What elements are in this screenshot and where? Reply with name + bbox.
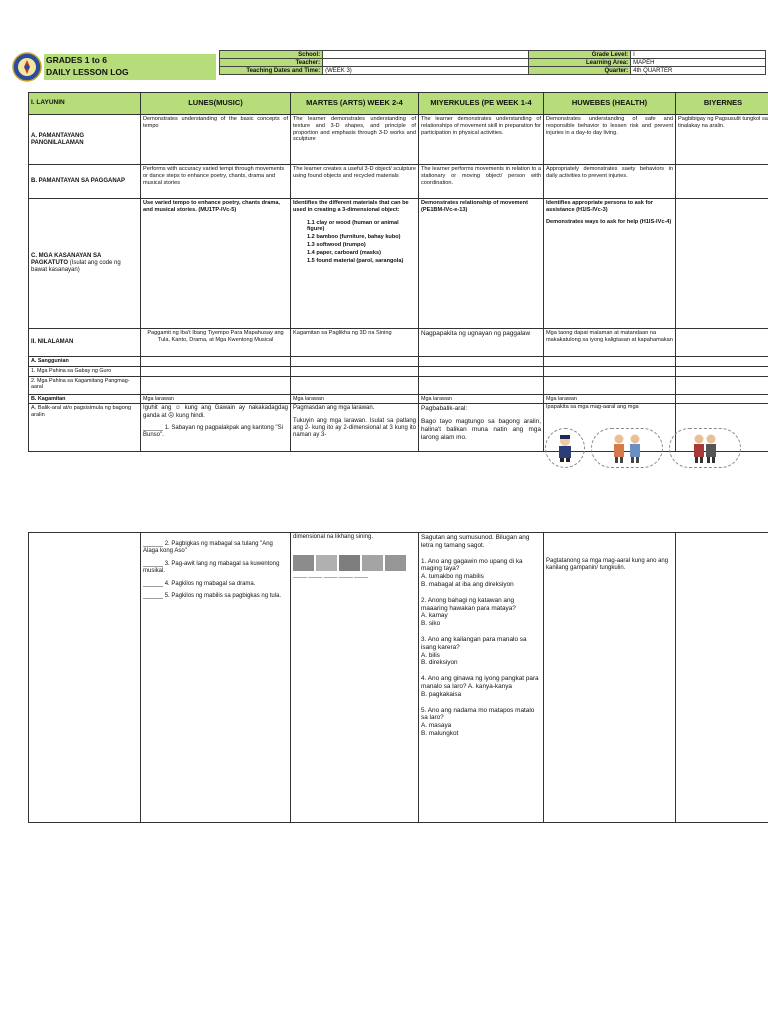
cell-empty <box>676 394 768 404</box>
music-item-2: ______ 2. Pagbigkas ng mabagal sa tulang "Ang Alaga kong Aso" <box>143 541 273 555</box>
learning-area-field[interactable]: MAPEH <box>631 59 766 67</box>
cell-text: Pagbibigay ng Pagsusulit tungkol sa tinalakay na aralin. <box>676 115 768 165</box>
col-layunin: I. LAYUNIN <box>29 93 141 115</box>
cell-text: Mga larawan <box>141 394 291 404</box>
artwork-image <box>362 555 383 571</box>
cell-arts-images <box>291 533 419 823</box>
list-item: 1.5 found material (parol, sarangola) <box>307 257 404 264</box>
cell-empty <box>676 199 768 329</box>
cell-empty <box>419 357 544 367</box>
row-label-pagganap: B. PAMANTAYAN SA PAGGANAP <box>29 165 141 199</box>
row-label-sanggunian: A. Sanggunian <box>29 357 141 367</box>
cell-health-question <box>544 533 676 823</box>
cell-text: Mga taong dapat malaman at matandaan na makakatulong sa iyong kaligtasan at kapahamakan <box>544 329 676 357</box>
col-biyernes: BIYERNES <box>676 93 768 115</box>
artwork-image <box>385 555 406 571</box>
kasanayan-note: (Isulat ang code ng bawat kasanayan) <box>31 260 121 273</box>
music-instruction: Iguhit ang ☺ kung ang Gawain ay nakakadagdag ganda at ☹ kung hindi. <box>143 405 288 419</box>
cell-empty <box>141 376 291 394</box>
music-item-1: ______ 1. Sabayan ng pagpalakpak ang kantong "Si Bunso". <box>143 424 283 438</box>
teachers-image <box>669 428 741 468</box>
cell-music-review <box>141 404 291 452</box>
arts-instruction-a: Pagmasdan ang mga larawan. <box>293 405 375 412</box>
col-miyerkules: MIYERKULES (PE WEEK 1-4 <box>419 93 544 115</box>
quiz-question: 4. Ano ang ginawa ng iyong pangkat para manalo sa laro? A. kanya-kanya <box>421 675 539 690</box>
cell-empty <box>676 357 768 367</box>
arts-image-row <box>293 555 416 571</box>
artwork-image <box>293 555 314 571</box>
cell-empty <box>676 376 768 394</box>
table-row <box>29 394 768 404</box>
quiz-choice: A. kamay <box>421 612 448 620</box>
arts-answer-blanks: _____ _____ _____ _____ _____ <box>293 572 369 579</box>
cell-text: Mga larawan <box>291 394 419 404</box>
table-row <box>29 199 768 329</box>
cell-text: Demonstrates understanding of the basic concepts of tempo <box>141 115 291 165</box>
cell-text: Nagpapakita ng ugnayan ng paggalaw <box>419 329 544 357</box>
list-item: 1.1 clay or wood (human or animal figure) <box>307 219 399 233</box>
cell-empty <box>676 329 768 357</box>
cell-empty <box>291 357 419 367</box>
teaching-dates-label: Teaching Dates and Time: <box>220 67 323 75</box>
cell-arts-review <box>291 404 419 452</box>
music-item-5: ______ 5. Pagkilos ng mabilis sa pagbigkas ng tula. <box>143 593 282 600</box>
cell-text: Paggamit ng Iba't Ibang Tiyempo Para Mapahusay ang Tula, Kanto, Drama, at Mga Kwentong Musical <box>141 329 291 357</box>
cell-empty <box>544 376 676 394</box>
health-skill-a: Identifies appropriate persons to ask for assistance (H1IS-IVc-3) <box>546 200 653 213</box>
arts-continued-text: dimensional na likhang sining. <box>293 534 374 540</box>
cell-empty <box>544 357 676 367</box>
col-martes: MARTES (ARTS) WEEK 2-4 <box>291 93 419 115</box>
school-field[interactable] <box>323 51 529 59</box>
cell-text: Appropriately demonstrates saety behaviors in daily activities to prevent injuries. <box>544 165 676 199</box>
quiz-choice: B. mabagal at iba ang direksiyon <box>421 580 514 588</box>
row-label-kagamitang: 2. Mga Pahina sa Kagamitang Pangmag-aaral <box>29 376 141 394</box>
row-label-balik-aral: A. Balik-aral at/o pagsisimula ng bagong aralin <box>29 404 141 452</box>
quiz-choice: B. siko <box>421 620 441 628</box>
materials-list <box>293 220 416 265</box>
quarter-label: Quarter: <box>529 67 631 75</box>
pe-review-title: Pagbabalik-aral: <box>421 405 468 413</box>
cell-empty <box>544 366 676 376</box>
list-item: 1.4 paper, carboard (masks) <box>307 249 381 256</box>
pe-review-text: Bago tayo magtungo sa bagong aralin, halina't balikan muna natin ang mga larong alam mo. <box>421 418 541 441</box>
table-row <box>29 533 768 823</box>
quiz-choice: A. tumakbo ng mabilis <box>421 573 484 581</box>
artwork-image <box>316 555 337 571</box>
cell-text: The learner performs movements in relation to a stationary or moving object/ person with coordination. <box>419 165 544 199</box>
music-item-4: ______ 4. Pagkilos ng mabagal sa drama. <box>143 580 256 587</box>
quiz-choice: A. bilis <box>421 651 440 659</box>
grades-title <box>44 54 216 80</box>
cell-empty <box>291 376 419 394</box>
artwork-image <box>339 555 360 571</box>
learning-area-label: Learning Area: <box>529 59 631 67</box>
health-question-text: Pagtatanong sa mga mag-aaral kung ano ang kanilang gampanin/ tungkulin. <box>546 558 669 572</box>
cell-text: Kagamitan sa Paglikha ng 3D na Sining <box>291 329 419 357</box>
health-review-text: Ipapakita sa mga mag-aaral ang mga <box>546 404 639 411</box>
cell-text: The learner demonstrates understanding of relationships of movement skill in preparation for participation in physical activities. <box>419 115 544 165</box>
cell-text: Demonstrates relationship of movement (PE1BM-IVc-e-13) <box>419 199 544 329</box>
quiz-question: 5. Ano ang nadama mo matapos matalo sa laro? <box>421 706 535 722</box>
col-lunes: LUNES(MUSIC) <box>141 93 291 115</box>
cell-pe-quiz <box>419 533 544 823</box>
quarter-field[interactable]: 4th QUARTER <box>631 67 766 75</box>
cell-text: The learner creates a useful 3-D object/ sculpture using found objects and recycled materials <box>291 165 419 199</box>
quiz-choice: B. pagkakaisa <box>421 690 462 698</box>
teacher-label: Teacher: <box>220 59 323 67</box>
quiz-question: 3. Ano ang kailangan para manalo sa isang karera? <box>421 635 527 651</box>
table-row <box>29 366 768 376</box>
list-item: 1.3 softwood (trumpo) <box>307 241 366 248</box>
pe-quiz-intro: Sagutan ang sumusunod. Bilugan ang letra ng tamang sagot. <box>421 534 530 549</box>
cell-empty <box>676 533 768 823</box>
grade-level-label: Grade Level: <box>529 51 631 59</box>
parents-image <box>591 428 663 468</box>
table-row <box>29 165 768 199</box>
cell-empty <box>141 357 291 367</box>
music-item-3: ______ 3. Pag-awit lang ng mabagal sa kuwentong musikal. <box>143 560 280 575</box>
header-info-table <box>219 50 766 75</box>
teaching-dates-field[interactable]: (WEEK 3) <box>323 67 529 75</box>
table-row <box>29 357 768 367</box>
cell-materials <box>291 199 419 329</box>
deped-seal-icon <box>12 52 42 82</box>
arts-instruction-b: Tukuyin ang mga larawan. Isulat sa patlang ang 2- kung ito ay 2-dimensional at 3 kung ito naman ay 3- <box>293 417 416 438</box>
lesson-plan-table-continued <box>28 532 768 823</box>
quiz-question: 1. Ano ang gagawin mo upang di ka maging taya? <box>421 557 523 573</box>
kasanayan-label: C. MGA KASANAYAN SA PAGKATUTO <box>31 253 102 267</box>
cell-health-skills <box>544 199 676 329</box>
cell-empty <box>419 366 544 376</box>
cell-empty <box>676 165 768 199</box>
materials-intro: Identifies the different materials that can be used in creating a 3-dimensional object: <box>293 200 409 213</box>
quiz-choice: B. malungkot <box>421 729 459 737</box>
row-label-gabay: 1. Mga Pahina sa Gabay ng Guro <box>29 366 141 376</box>
table-row <box>29 115 768 165</box>
row-label-kagamitan: B. Kagamitan <box>29 394 141 404</box>
cell-text: Mga larawan <box>419 394 544 404</box>
cell-empty <box>419 376 544 394</box>
police-officer-image <box>545 428 585 468</box>
cell-text: Demonstrates understanding of safe and responsible behavior to lessen risk and prevent injuries in a day-to day living. <box>544 115 676 165</box>
cell-text: Performs with accuracy varied tempi through movements or dance steps to enhance poetry, chants, drama and musical stories <box>141 165 291 199</box>
lesson-log-header <box>10 50 766 82</box>
teacher-field[interactable] <box>323 59 529 67</box>
title-line-1: GRADES 1 to 6 <box>46 55 107 65</box>
cell-empty <box>676 366 768 376</box>
quiz-question: 2. Anong bahagi ng katawan ang maaaring hawakan para mataya? <box>421 596 516 612</box>
cell-empty <box>29 533 141 823</box>
table-row <box>29 329 768 357</box>
school-label: School: <box>220 51 323 59</box>
lesson-plan-table <box>28 92 768 452</box>
cell-empty <box>291 366 419 376</box>
cell-pe-review <box>419 404 544 452</box>
cell-text: Use varied tempo to enhance poetry, chants drama, and musical stories. (MU1TP-IVc-5) <box>141 199 291 329</box>
grade-level-field[interactable]: I <box>631 51 766 59</box>
health-skill-b: Demonstrates ways to ask for help (H1IS-IVc-4) <box>546 218 672 225</box>
row-label-pamantayang: A. PAMANTAYANG PANGNILALAMAN <box>29 115 141 165</box>
quiz-choice: B. direksiyon <box>421 659 458 667</box>
title-line-2: DAILY LESSON LOG <box>46 67 129 77</box>
list-item: 1.2 bamboo (furniture, bahay kubo) <box>307 234 401 241</box>
cell-empty <box>141 366 291 376</box>
row-label-kasanayan <box>29 199 141 329</box>
quiz-choice: A. masaya <box>421 722 452 730</box>
cell-text: The learner demonstrates understanding of texture and 3-D shapes, and principle of proportion and emphasis through 3-D works and sculpture <box>291 115 419 165</box>
row-label-nilalaman: II. NILALAMAN <box>29 329 141 357</box>
col-huwebes: HUWEBES (HEALTH) <box>544 93 676 115</box>
column-header-row <box>29 93 768 115</box>
cell-music-items <box>141 533 291 823</box>
table-row <box>29 376 768 394</box>
cell-text: Mga larawan <box>544 394 676 404</box>
health-images <box>545 428 741 468</box>
